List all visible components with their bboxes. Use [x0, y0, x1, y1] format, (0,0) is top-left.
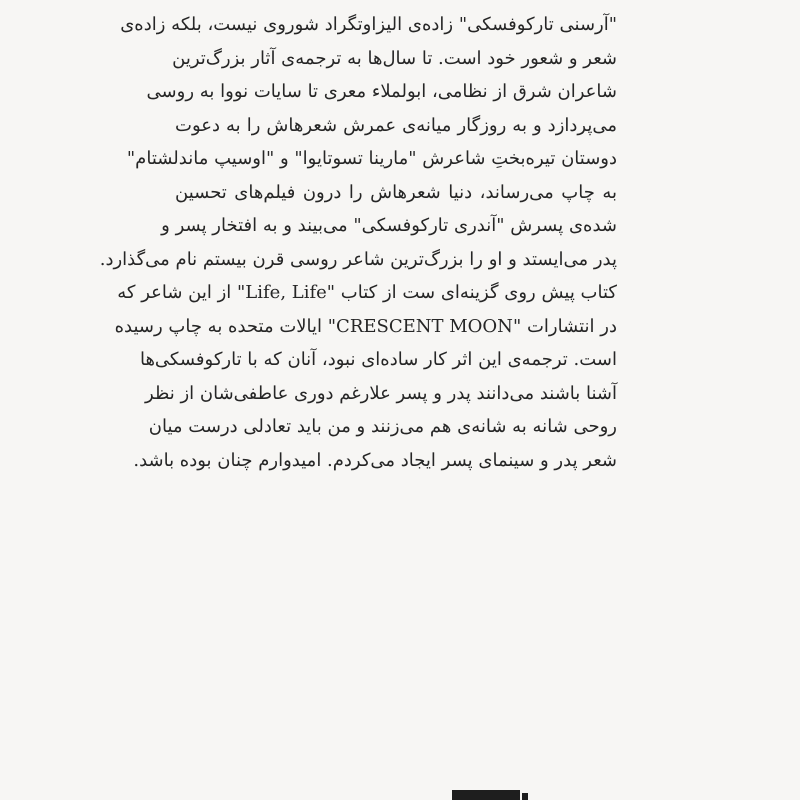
- text-line-11: است. ترجمه‌ی این اثر کار ساده‌ای نبود، آنان که با تارکوفسکی‌ها: [139, 349, 617, 370]
- text-line-9: کتاب پیش روی گزینه‌ای ست از کتاب "Life, Life" از این شاعر که: [117, 282, 617, 303]
- text-line-10: در انتشارات "CRESCENT MOON" ایالات متحده به چاپ رسیده: [114, 315, 617, 337]
- text-line-8: پدر می‌ایستد و او را بزرگ‌ترین شاعر روسی قرن بیستم نام می‌گذارد.: [99, 248, 617, 270]
- text-line-5: دوستان تیره‌بختِ شاعرش "مارینا تسوتایوا" و "اوسیپ ماندلشتام": [126, 148, 617, 169]
- text-line-7: شده‌ی پسرش "آندری تارکوفسکی" می‌بیند و به افتخار پسر و: [161, 215, 617, 236]
- text-line-2: شعر و شعور خود است. تا سال‌ها به ترجمه‌ی آثار بزرگ‌ترین: [172, 47, 617, 69]
- text-line-12: آشنا باشند می‌دانند پدر و پسر علارغم دوری عاطفی‌شان از نظر: [145, 382, 617, 404]
- paragraph-text: [99, 8, 617, 477]
- text-line-3: شاعران شرق از نظامی، ابولملاء معری تا سایات نووا به روسی: [146, 81, 617, 102]
- text-line-6: به چاپ می‌رساند، دنیا شعرهاش را درون فیلم‌های تحسین: [175, 181, 617, 203]
- barcode-edge-mark: [452, 790, 520, 800]
- text-line-1: "آرسنی تارکوفسکی" زاده‌ی الیزاوتگراد شوروی نیست، بلکه زاده‌ی: [120, 14, 617, 35]
- barcode-edge-mark-tail: [522, 793, 528, 800]
- text-line-13: روحی شانه به شانه‌ی هم می‌زنند و من باید تعادلی درست میان: [148, 416, 617, 437]
- text-line-4: می‌پردازد و به روزگار میانه‌ی عمرش شعرهاش را به دعوت: [175, 114, 617, 136]
- text-line-14: شعر پدر و سینمای پسر ایجاد می‌کردم. امیدوارم چنان بوده باشد.: [133, 449, 617, 471]
